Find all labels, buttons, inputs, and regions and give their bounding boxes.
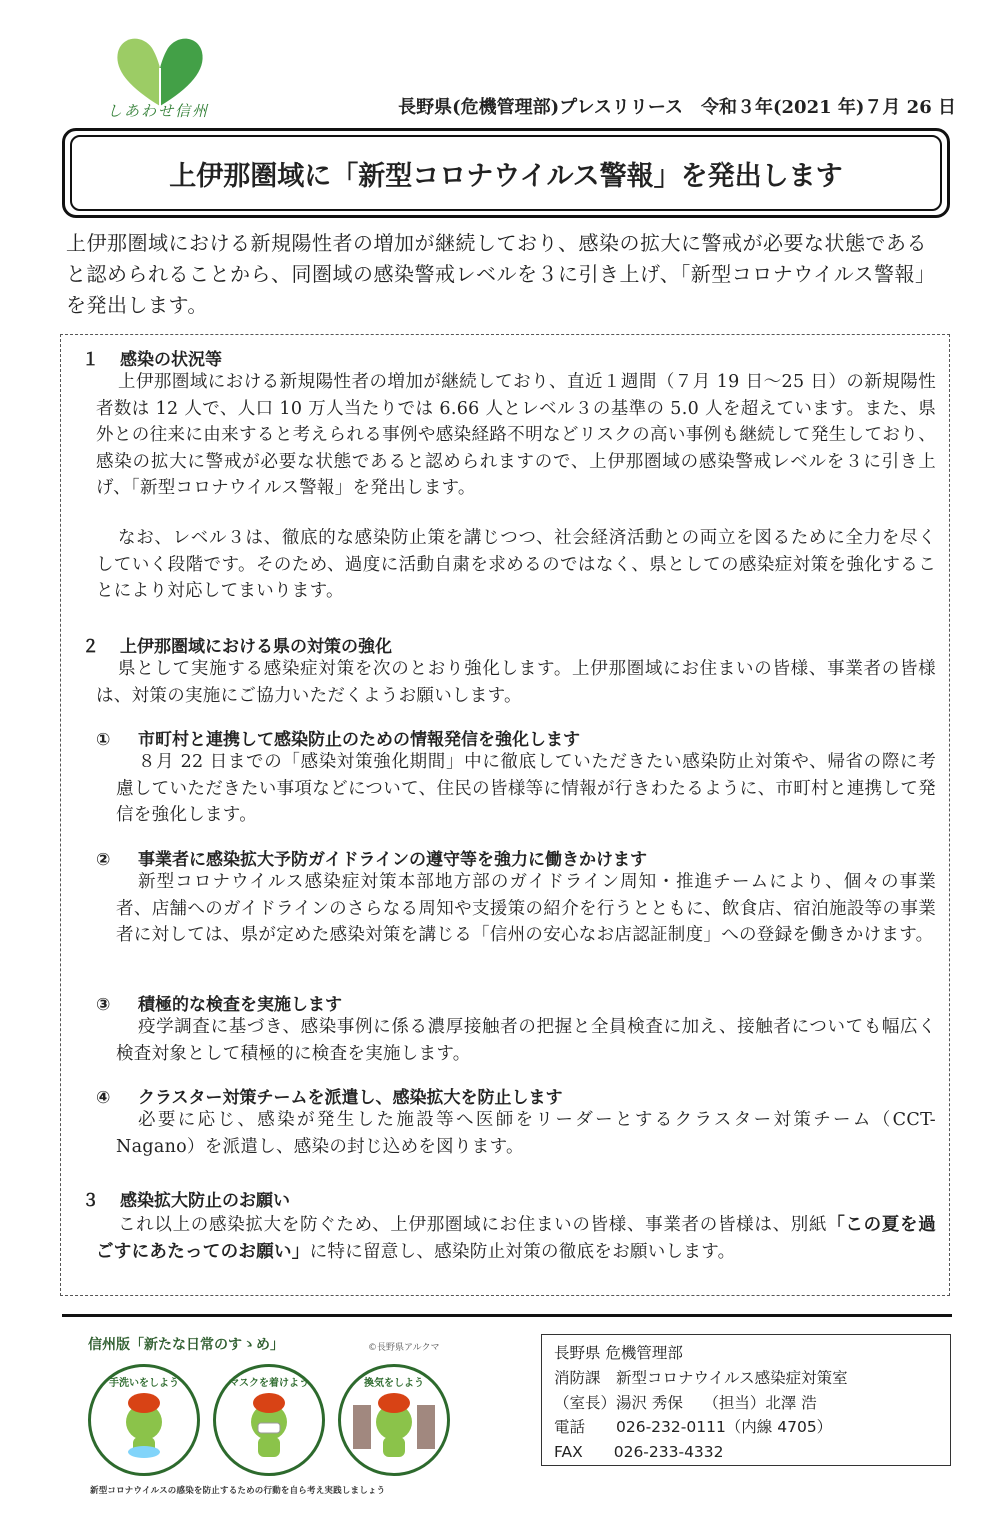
contact-department: 長野県 危機管理部 (554, 1344, 683, 1362)
section-1-paragraph-2: なお、レベル３は、徹底的な感染防止策を講じつつ、社会経済活動との両立を図るために全力を尽くしていく段階です。そのため、過度に活動自粛を求めるのではなく、県としての感染症対策を強化することにより対応してまいります。 (96, 528, 936, 601)
section-3-paragraph: これ以上の感染拡大を防ぐため、上伊那圏域にお住まいの皆様、事業者の皆様は、別紙「この夏を過ごすにあたってのお願い」に特に留意し、感染防止対策の徹底をお願いします。 (96, 1215, 936, 1262)
measure-2-text: 新型コロナウイルス感染症対策本部地方部のガイドライン周知・推進チームにより、個々の事業者、店舗へのガイドラインのさらなる周知や支援策の紹介を行うとともに、飲食店、宿泊施設等の事業者に対しては、県が定めた感染対策を講じる「信州の安心なお店認証制度」への登録を働きかけます。 (116, 872, 936, 945)
measure-1-text: ８月 22 日までの「感染対策強化期間」中に徹底していただきたい感染防止対策や、帰省の際に考慮していただきたい事項などについて、住民の皆様等に情報が行きわたるように、市町村と連携して発信を強化します。 (116, 752, 936, 825)
contact-persons: （室長）湯沢 秀保 （担当）北澤 浩 (554, 1394, 817, 1412)
campaign-slogan: 新型コロナウイルスの感染を防止するための行動を自ら考え実践しましょう (90, 1486, 386, 1496)
mask-label: マスクを着けよう (229, 1378, 309, 1389)
contact-fax: FAX 026-233-4332 (554, 1443, 724, 1461)
section-1-paragraph-1: 上伊那圏域における新規陽性者の増加が継続しており、直近１週間（７月 19 日～25 日）の新規陽性者数は 12 人で、人口 10 万人当たりでは 6.66 人とレベル３の基準の 5.0 人を超えています。また、県外との往来に由来すると考えられる事例や感染経路不明などリスクの高い事例も継続して発生しており、感染の拡大に警戒が必要な状態であると認められますので、上伊那圏域の感染警戒レベルを３に引き上げ、「新型コロナウイルス警報」を発出します。 (96, 372, 936, 498)
section-2-paragraph: 県として実施する感染症対策を次のとおり強化します。上伊那圏域にお住まいの皆様、事業者の皆様は、対策の実施にご協力いただくようお願いします。 (96, 659, 936, 706)
page-title: 上伊那圏域に「新型コロナウイルス警報」を発出します (70, 135, 942, 211)
measure-1-heading: ① 市町村と連携して感染防止のための情報発信を強化します (96, 730, 580, 750)
measure-2-heading: ② 事業者に感染拡大予防ガイドラインの遵守等を強力に働きかけます (96, 850, 647, 870)
ventilation-label: 換気をしよう (364, 1378, 424, 1389)
section-3-heading: ３ 感染拡大防止のお願い (82, 1191, 290, 1211)
section-2-heading: ２ 上伊那圏域における県の対策の強化 (82, 637, 392, 657)
logo-text: しあわせ信州 (106, 102, 209, 120)
measure-3-text: 疫学調査に基づき、感染事例に係る濃厚接触者の把握と全員検査に加え、接触者についても幅広く検査対象として積極的に検査を実施します。 (116, 1017, 936, 1064)
release-header: 長野県(危機管理部)プレスリリース 令和３年(2021 年)７月 26 日 (398, 97, 956, 118)
campaign-title: 信州版「新たな日常のすゝめ」 (88, 1337, 284, 1353)
campaign-credit: ©長野県アルクマ (368, 1343, 440, 1353)
handwash-label: 手洗いをしよう (109, 1378, 179, 1389)
intro-paragraph: 上伊那圏域における新規陽性者の増加が継続しており、感染の拡大に警戒が必要な状態であると認められることから、同圏域の感染警戒レベルを３に引き上げ、「新型コロナウイルス警報」を発出します。 (66, 231, 936, 317)
footer-divider (62, 1314, 952, 1317)
measure-3-heading: ③ 積極的な検査を実施します (96, 995, 342, 1015)
attachment-reference: 「この夏を過ごすにあたってのお願い」 (96, 1215, 936, 1262)
measure-4-heading: ④ クラスター対策チームを派遣し、感染拡大を防止します (96, 1088, 563, 1108)
contact-phone: 電話 026-232-0111（内線 4705） (554, 1418, 833, 1436)
section-1-heading: １ 感染の状況等 (82, 350, 222, 370)
contact-section: 消防課 新型コロナウイルス感染症対策室 (554, 1369, 848, 1387)
measure-4-text: 必要に応じ、感染が発生した施設等へ医師をリーダーとするクラスター対策チーム（CCT-Nagano）を派遣し、感染の封じ込めを図ります。 (116, 1110, 936, 1157)
